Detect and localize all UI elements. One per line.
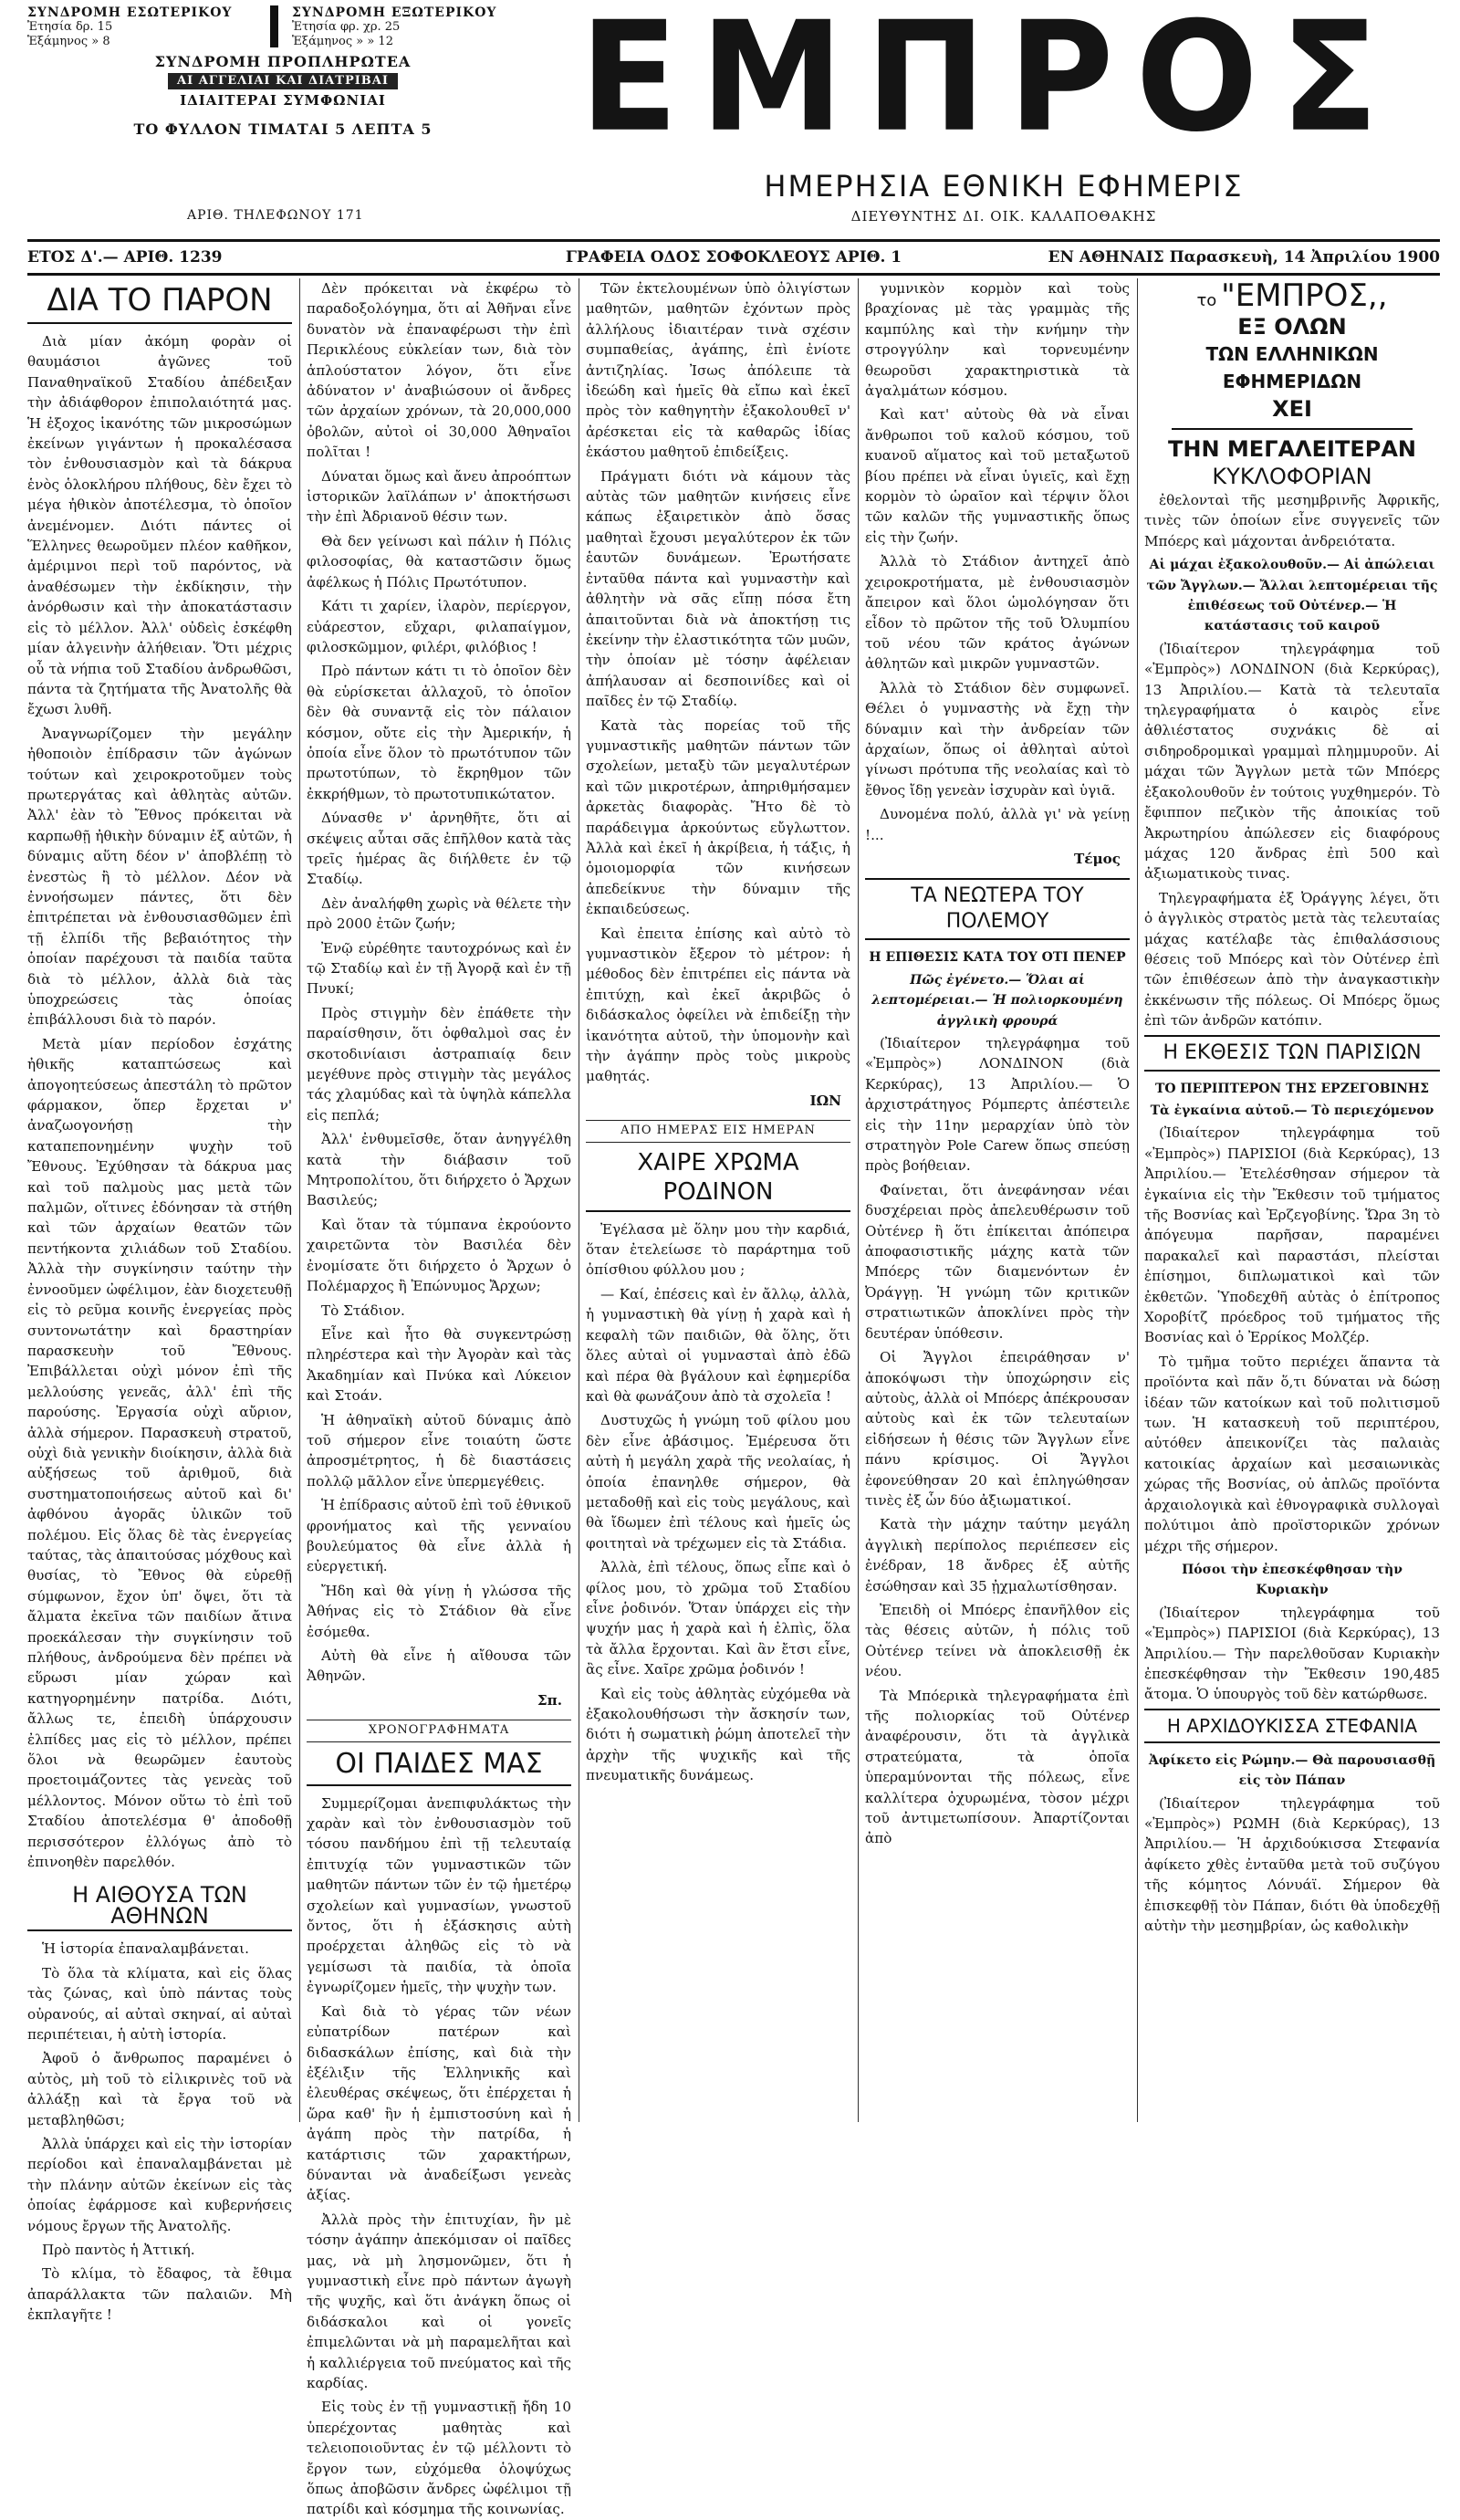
office-address: ΓΡΑΦΕΙΑ ΟΔΟΣ ΣΟΦΟΚΛΕΟΥΣ ΑΡΙΘ. 1	[565, 248, 902, 267]
article-paragraph: Τηλεγραφήματα ἐξ Ὀράγγης λέγει, ὅτι ὁ ἀγγλικὸς στρατὸς μετὰ τὰς τελευταίας μάχας κατέλαβε τὰς ἐπιθαλάσσιους θέσεις τοῦ Μπόερς καὶ τὸν Οὐτένερ ἐπὶ τῶν ἐπιθέσεων ἀπὸ τὴν ἀναγκαστικὴν ἐκκένωσιν τῆς πόλεως. Οἱ Μπόερς ὅμως ἐπὶ τῶν ἀνδρῶν κατόπιν.	[1144, 889, 1440, 1030]
article-paragraph: Δὲν ἀναλήφθη χωρὶς νὰ θέλετε τὴν πρὸ 2000 ἐτῶν ζωήν;	[307, 894, 571, 933]
circulation-promo	[1144, 278, 1440, 490]
phone-number: ΑΡΙΘ. ΤΗΛΕΦΩΝΟΥ 171	[187, 208, 364, 223]
director-line: ΔΙΕΥΘΥΝΤΗΣ ΔΙ. ΟΙΚ. ΚΑΛΑΠΟΘΑΚΗΣ	[850, 208, 1157, 225]
headline-stefania: Η ΑΡΧΙΔΟΥΚΙΣΣΑ ΣΤΕΦΑΝΙΑ	[1144, 1709, 1440, 1743]
subs-foreign-half: Ἑξάμηνος » » 12	[292, 35, 393, 48]
author-signature: ΙΩΝ	[809, 1092, 841, 1109]
article-paragraph: Ἐνῷ εὐρέθητε ταυτοχρόνως καὶ ἐν τῷ Σταδίῳ καὶ ἐν τῇ Ἀγορᾷ καὶ ἐν τῇ Πνυκί;	[307, 939, 571, 998]
article-paragraph: Ἤδη καὶ θὰ γίνῃ ἡ γλώσσα τῆς Ἀθήνας εἰς τὸ Στάδιον θὰ εἶνε ἐσόμεθα.	[307, 1582, 571, 1640]
subheadline: Πόσοι τὴν ἐπεσκέφθησαν τὴν Κυριακὴν	[1182, 1562, 1403, 1598]
subs-prepaid: ΣΥΝΔΡΟΜΗ ΠΡΟΠΛΗΡΩΤΕΑ	[154, 53, 412, 70]
column-rule	[299, 278, 300, 2122]
article-paragraph: Δυνομένα πολύ, ἀλλὰ γι' νὰ γείνῃ !...	[865, 806, 1130, 843]
promo-line: ΕΞ ΟΛΩΝ	[1237, 314, 1347, 340]
article-paragraph: Τὸ τμῆμα τοῦτο περιέχει ἅπαντα τὰ προϊόντα καὶ πᾶν ὅ,τι δύναται νὰ δώσῃ ἰδέαν τῶν κατοίκων καὶ τοῦ πολιτισμοῦ των. Ἡ κατασκευὴ τοῦ περιπτέρου, αὐτόθεν ἀπεικονίζει τὰς παλαιὰς κατοικίας ἀρχαίων καὶ μεσαιωνικὰς χώρας τῆς Βοσνίας, οὐ ἀπλῶς προϊόντα ἀρχαιολογικὰ καὶ ἐθνογραφικὰ συλλογαὶ πολύτιμοι ἀπὸ προϊστορικῶν χρόνων μέχρι τῆς σήμερον.	[1144, 1353, 1440, 1554]
article-paragraph: Δύναται ὅμως καὶ ἄνευ ἀπροόπτων ἱστορικῶν λαϊλάπων ν' ἀποκτήσωσι τὴν ἐπὶ Ἀδριανοῦ θέσιν των.	[307, 467, 571, 526]
article-paragraph: Τὸ Στάδιον.	[321, 1302, 405, 1319]
article-paragraph: Εἶνε καὶ ἦτο θὰ συγκεντρώσῃ πληρέστερα καὶ τὴν Ἀγορὰν καὶ τὰς Ἀκαδημίαν καὶ Πνύκα καὶ Λύκειον καὶ Στοάν.	[307, 1325, 571, 1405]
article-paragraph: Τὰ Μπόερικὰ τηλεγραφήματα ἐπὶ τῆς πολιορκίας τοῦ Οὐτένερ ἀναφέρουσιν, ὅτι τὰ ἀγγλικὰ στρατεύματα, τὰ ὁποῖα ὑπεραμύνονται τῆς πόλεως, εἶνε καλλίτερα ὀχυρωμένα, τὸσον μέχρι τοῦ ἀντιμετωπίσουν. Ἀπαρτίζονται ἀπὸ	[865, 1687, 1130, 1847]
ads-banner: ΑΙ ΑΓΓΕΛΙΑΙ ΚΑΙ ΔΙΑΤΡΙΒΑΙ	[168, 73, 398, 89]
subscription-box	[27, 5, 538, 137]
article-paragraph: Τὸ κλίμα, τὸ ἔδαφος, τὰ ἔθιμα ἀπαράλλακτα τῶν παλαιῶν. Μὴ ἐκπλαγῆτε !	[27, 2265, 292, 2324]
subs-domestic-half: Ἑξάμηνος » 8	[27, 35, 110, 48]
promo-line: ΤΩΝ ΕΛΛΗΝΙΚΩΝ ΕΦΗΜΕΡΙΔΩΝ	[1205, 343, 1379, 392]
promo-line: ΚΥΚΛΟΦΟΡΙΑΝ	[1212, 464, 1372, 489]
column-5	[1144, 278, 1440, 2122]
issue-date: ΕΝ ΑΘΗΝΑΙΣ Παρασκευὴ, 14 Ἀπριλίου 1900	[1048, 248, 1440, 267]
newspaper-title: ΕΜΠΡΟΣ	[579, 0, 1401, 166]
column-2	[307, 278, 571, 2518]
article-paragraph: Δὲν πρόκειται νὰ ἐκφέρω τὸ παραδοξολόγημα, ὅτι αἱ Ἀθῆναι εἶνε δυνατὸν νὰ ἐπαναφέρωσι τὴν ἐπὶ Περικλέους εὐκλείαν των, διὰ τὸν ἁπλούστατον λόγον, ὅτι εἶνε ἀδύνατον ν' ἀναβιώσουν οἱ ἄνδρες τῶν ἀρχαίων χρόνων, τὰ 20,000,000 ὀβολῶν, αὐτοὶ οἱ 30,000 Ἀθηναῖοι πολῖται !	[307, 280, 571, 461]
article-paragraph: Τῶν ἐκτελουμένων ὑπὸ ὀλιγίστων μαθητῶν, μαθητῶν ἐχόντων πρὸς ἀλλήλους ἰδιαιτέραν τινὰ σχέσιν συμπαθείας, ἀγάπης, ἐπὶ ἐνίοτε ἀντιζηλίας. Ἰσως ἀπόλειπε τὰ ἰδεώδη καὶ ἡμεῖς θὰ εἴπω καὶ ἐκεῖ πρὸς τὸν καθηγητὴν ἐξακολουθεῖ ν' ἀρέσκεται εἰς τὰ καθαρῶς ἰδίας ἑκάστου μαθητοῦ ἐπιδείξεις.	[586, 280, 850, 461]
subs-domestic-year: Ἐτησία δρ. 15	[27, 20, 113, 34]
subheadline: Πῶς ἐγένετο.— Ὅλαι αἱ λεπτομέρειαι.— Ἡ πολιορκουμένη ἀγγλικὴ φρουρά	[871, 972, 1123, 1029]
article-paragraph: Καὶ εἰς τοὺς ἀθλητὰς εὐχόμεθα νὰ ἐξακολουθήσωσι τὴν ἄσκησίν των, διότι ἡ σωματικὴ ῥώμη ἀποτελεῖ τὴν ἀρχὴν τῆς ψυχικῆς καὶ τῆς πνευματικῆς δυνάμεως.	[586, 1685, 850, 1784]
article-paragraph: Κατὰ τὰς πορείας τοῦ τῆς γυμναστικῆς μαθητῶν πάντων τῶν σχολείων, μεταξὺ τῶν μεγαλυτέρων καὶ τῶν μικροτέρων, ἀπηριθμήσαμεν ἀρκετὰς διαφορὰς. Ἤτο δὲ τὸ παράδειγμα ἀρκούντως εὔγλωττον. Ἀλλὰ καὶ ἐκεῖ ἡ ἀκρίβεια, ἡ τάξις, ἡ ὁμοιομορφία τῶν κινήσεων ἀπεδείκνυε τὴν δύναμιν τῆς ἐκπαιδεύσεως.	[586, 716, 850, 918]
column-rule	[858, 278, 859, 2122]
headline-dia-to-paron: ΔΙΑ ΤΟ ΠΑΡΟΝ	[27, 282, 292, 324]
article-paragraph: Ἀλλὰ πρὸς τὴν ἐπιτυχίαν, ἣν μὲ τόσην ἀγάπην ἀπεκόμισαν οἱ παῖδες μας, νὰ μὴ λησμονῶμεν, ὅτι ἡ γυμναστικὴ εἶνε πρὸ πάντων ἀγωγὴ τῆς ψυχῆς, καὶ ὅτι ἀνάγκη ὅπως οἱ διδάσκαλοι καὶ οἱ γονεῖς ἐπιμελῶνται νὰ μὴ παραμελῆται καὶ ἡ καλλιέργεια τοῦ πνεύματος καὶ τῆς καρδίας.	[307, 2211, 571, 2391]
section-label: ΑΠΟ ΗΜΕΡΑΣ ΕΙΣ ΗΜΕΡΑΝ	[586, 1120, 850, 1142]
masthead	[0, 0, 1460, 239]
article-paragraph: γυμνικὸν κορμὸν καὶ τοὺς βραχίονας μὲ τὰς γραμμὰς τῆς καμπύλης καὶ τὴν κνήμην τὴν στρογγύλην καὶ τορνευμένην θεωροῦσι χαρακτηριστικὰ τὰ ἀγαλμάτων κόσμου.	[865, 280, 1130, 400]
promo-to: το	[1196, 291, 1217, 310]
column-1	[27, 278, 292, 2324]
article-paragraph: Ἀφοῦ ὁ ἄνθρωπος παραμένει ὁ αὐτὸς, μὴ τοῦ τὸ εἰλικρινὲς τοῦ νὰ ἀλλάξῃ καὶ τὰ ἔργα τοῦ νὰ μεταβληθῶσι;	[27, 2050, 292, 2128]
subheadline: ΤΟ ΠΕΡΙΠΤΕΡΟΝ ΤΗΣ ΕΡΖΕΓΟΒΙΝΗΣ	[1154, 1081, 1430, 1096]
article-paragraph: Φαίνεται, ὅτι ἀνεφάνησαν νέαι δυσχέρειαι πρὸς ἀπελευθέρωσιν τοῦ Οὐτένερ ἢ ὅτι ἐπίκειται ἀπόπειρα ἀποφασιστικῆς μάχης κατὰ τῶν Μπόερς τῶν διαμενόντων ἐν Ὀράγγῃ. Ἡ γνώμη τῶν κριτικῶν στρατιωτικῶν ἀποκλίνει πρὸς τὴν δευτέραν ὑπόθεσιν.	[865, 1181, 1130, 1342]
dateline-bar	[27, 239, 1440, 276]
article-paragraph: Ἡ ἀθηναϊκὴ αὐτοῦ δύναμις ἀπὸ τοῦ σήμερον εἶνε τοιαύτη ὥστε ἀπροσμέτρητος, ἡ δὲ διαστάσεις πολλῷ μᾶλλον εἶνε ὑπερμεγέθεις.	[307, 1411, 571, 1490]
article-paragraph: Εἰς τοὺς ἐν τῇ γυμναστικῇ ἤδη 10 ὑπερέχοντας μαθητὰς καὶ τελειοποιοῦντας ἐν τῷ μέλλοντι τὸ ἔργον των, εὐχόμεθα ὁλοψύχως ὅπως ἀποβῶσιν ἄνδρες ὠφέλιμοι τῇ πατρίδι καὶ κόσμημα τῆς κοινωνίας.	[307, 2399, 571, 2518]
article-paragraph: Πράγματι διότι νὰ κάμουν τὰς αὐτὰς τῶν μαθητῶν κινήσεις εἶνε κάπως ἐξαιρετικὸν ἀπὸ ὅσας μαθηταὶ ἔχουσι μεγαλύτερον ἐκ τῶν ἑαυτῶν δυνάμεων. Ἐρωτήσατε ἐνταῦθα πάντα καὶ γυμναστὴν καὶ ἀθλητὴν νὰ σᾶς εἴπῃ πόσα ἔτη ἀπαιτοῦνται διὰ νὰ ἀποκτήσῃ τις ἐκείνην τὴν ἐλαστικότητα τῶν μυῶν, τὴν ὁποίαν μὲ τόσην ἀφέλειαν ἀπήλαυσαν αἱ δεσποινίδες καὶ οἱ παῖδες ἐν τῷ Σταδίῳ.	[586, 467, 850, 710]
article-paragraph: Ἐπειδὴ οἱ Μπόερς ἐπανῆλθον εἰς τὰς θέσεις αὐτῶν, ἡ πόλις τοῦ Οὐτένερ τείνει νὰ ἀποκλεισθῇ ἐκ νέου.	[865, 1601, 1130, 1680]
headline-polemos: ΤΑ ΝΕΩΤΕΡΑ ΤΟΥ ΠΟΛΕΜΟΥ	[865, 878, 1130, 940]
article-paragraph: Κάτι τι χαρίεν, ἱλαρὸν, περίεργον, εὐάρεστον, εὔχαρι, φιλαπαίγμον, φιλοσκῶμμον, φιλέρι, φιλόβιος !	[307, 598, 571, 655]
article-paragraph: Πρὸς στιγμὴν δὲν ἐπάθετε τὴν παραίσθησιν, ὅτι ὀφθαλμοὶ σας ἐν σκοτοδινίαισι ἀστραπιαίᾳ δειν μεγέθυνε πρὸς στιγμὴν τὰς μεγάλος τάς χλαμύδας καὶ τὰ ὑψηλὰ κάπελλα εἰς πεπλά;	[307, 1004, 571, 1124]
subheadline: Τὰ ἐγκαίνια αὐτοῦ.— Τὸ περιεχόμενον	[1150, 1103, 1434, 1118]
article-paragraph: Ἡ ἐπίδρασις αὐτοῦ ἐπὶ τοῦ ἐθνικοῦ φρονήματος καὶ τῆς γενναίου βουλεύματος θὰ εἶνε ἀλλὰ ἡ εὐεργετική.	[307, 1497, 571, 1575]
subheadline: Ἀφίκετο εἰς Ρώμην.— Θὰ παρουσιασθῇ εἰς τὸν Πάπαν	[1148, 1752, 1436, 1789]
article-paragraph: Δυστυχῶς ἡ γνώμη τοῦ φίλου μου δὲν εἶνε ἀβάσιμος. Ἐμέρευσα ὅτι αὐτὴ ἡ μεγάλη χαρὰ τῆς νεολαίας, ἡ ὁποία ἐπανηλθε σήμερον, θὰ μεταδοθῇ καὶ εἰς τοὺς μεγάλους, καὶ θὰ ἴδωμεν ἐπὶ τέλους καὶ ἡμεῖς ὡς φοιτηταὶ νὰ τρέχωμεν εἰς τὰ Στάδια.	[586, 1412, 850, 1552]
subheadline: Αἱ μάχαι ἐξακολουθοῦν.— Αἱ ἀπώλειαι τῶν Ἄγγλων.— Ἄλλαι λεπτομέρειαι τῆς ἐπιθέσεως τοῦ Οὐτένερ.— Ἡ κατάστασις τοῦ καιροῦ	[1146, 558, 1438, 634]
agreements-line: ΙΔΙΑΙΤΕΡΑΙ ΣΥΜΦΩΝΙΑΙ	[180, 92, 386, 109]
price-line: ΤΟ ΦΥΛΛΟΝ ΤΙΜΑΤΑΙ 5 ΛΕΠΤΑ 5	[133, 120, 433, 138]
article-paragraph: Πρὸ πάντων κάτι τι τὸ ὁποῖον δὲν θὰ εὑρίσκεται ἀλλαχοῦ, τὸ ὁποῖον δὲν θὰ συναντᾷ εἰς τὸν πάλαιον κόσμον, οὔτε εἰς τὴν Ἀμερικήν, ἡ ὁποία εἶνε ὅλον τὸ πρωτότυπον τῶν πρωτοτύπων, τὸ ἔκρηθμον τῶν ἐκκρήθμων, τὸ πρωτοτυπικώτατον.	[307, 663, 571, 802]
column-4	[865, 278, 1130, 2122]
subheadline: Η ΕΠΙΘΕΣΙΣ ΚΑΤΑ ΤΟΥ ΟΤΙ ΠΕΝΕΡ	[869, 950, 1126, 966]
newspaper-subtitle: ΗΜΕΡΗΣΙΑ ΕΘΝΙΚΗ ΕΦΗΜΕΡΙΣ	[764, 169, 1244, 204]
article-paragraph: Οἱ Ἄγγλοι ἐπειράθησαν ν' ἀποκόψωσι τὴν ὑποχώρησιν εἰς αὐτοὺς, ἀλλὰ οἱ Μπόερς ἀπέκρουσαν αὐτοὺς καὶ ἐκ τῶν τελευταίων εἰδήσεων ἡ θέσις τῶν Ἄγγλων εἶνε πάνυ κρίσιμος. Οἱ Ἄγγλοι ἐφονεύθησαν 20 καὶ ἐπληγώθησαν τινὲς ἐξ ὧν δύο ἀξιωματικοί.	[865, 1349, 1130, 1509]
article-paragraph: Καὶ ἐπειτα ἐπίσης καὶ αὐτὸ τὸ γυμναστικὸν ἔξερον τὸ μέτρον: ἡ μέθοδος δὲν ἐπιτρέπει εἰς πάντα νὰ ἐπιτύχῃ, καὶ ἐκεῖ ἀκριβῶς ὁ διδάσκαλος ὀφείλει νὰ ἐπιδείξῃ τὴν ἱκανότητα αὐτοῦ, τὴν ὑπομονὴν καὶ τὴν ἀγάπην πρὸς τοὺς μικροὺς μαθητάς.	[586, 925, 850, 1085]
article-paragraph: (Ἰδιαίτερον τηλεγράφημα τοῦ «Ἐμπρὸς») ΠΑΡΙΣΙΟΙ (διὰ Κερκύρας), 13 Ἀπριλίου.— Τὴν παρελθοῦσαν Κυριακὴν ἐπεσκέφθησαν τὴν Ἔκθεσιν 190,485 ἄτομα. Ὁ ὑπουργὸς τοῦ δὲν κατώρθωσε.	[1144, 1604, 1440, 1703]
column-rule	[1137, 278, 1138, 2122]
article-paragraph: ἐθελονταὶ τῆς μεσημβρινῆς Ἀφρικῆς, τινὲς τῶν ὁποίων εἶνε συγγενεῖς τῶν Μπόερς καὶ μάχονται ἀνδρειότατα.	[1144, 492, 1440, 549]
article-paragraph: Καὶ ὅταν τὰ τύμπανα ἐκρούοντο χαιρετῶντα τὸν Βασιλέα δὲν ἐνομίσατε ὅτι διήρχετο ὁ Ἄρχων ὁ Πολέμαρχος ἢ Ἐπώνυμος Ἄρχων;	[307, 1216, 571, 1295]
headline-xaire: ΧΑΙΡΕ ΧΡΩΜΑ ΡΟΔΙΝΟΝ	[586, 1148, 850, 1212]
article-paragraph: Αὐτὴ θὰ εἶνε ἡ αἴθουσα τῶν Ἀθηνῶν.	[307, 1647, 571, 1685]
headline-aithousa: Η ΑΙΘΟΥΣΑ ΤΩΝ ΑΘΗΝΩΝ	[27, 1885, 292, 1931]
article-paragraph: Θὰ δεν γείνωσι καὶ πάλιν ἡ Πόλις φιλοσοφίας, θὰ καταστῶσιν ὅμως ἀφέλκως ἡ Πόλις Πρωτότυπον.	[307, 532, 571, 591]
article-paragraph: Ἀλλὰ, ἐπὶ τέλους, ὅπως εἶπε καὶ ὁ φίλος μου, τὸ χρῶμα τοῦ Σταδίου εἶνε ῥοδινόν. Ὅταν ὑπάρχει εἰς τὴν ψυχήν μας ἡ χαρὰ καὶ ἡ ἐλπὶς, ὅλα τὰ ἄλλα ἔρχονται. Καὶ ἂν ἔτσι εἶνε, ἂς εἶνε. Χαῖρε χρῶμα ῥοδινόν !	[586, 1559, 850, 1678]
article-paragraph: Δύνασθε ν' ἀρνηθῆτε, ὅτι αἱ σκέψεις αὗται σᾶς ἐπῆλθον κατὰ τὰς τρεῖς ἡμέρας ἃς διήλθετε ἐν τῷ Σταδίῳ.	[307, 810, 571, 888]
article-paragraph: Τὸ ὅλα τὰ κλίματα, καὶ εἰς ὅλας τὰς ζώνας, καὶ ὑπὸ πάντας τοὺς οὐρανούς, αἱ αὐταὶ σκηναί, αἱ αὐταὶ περιπέτειαι, ἡ αὐτὴ ἱστορία.	[27, 1964, 292, 2043]
article-paragraph: (Ἰδιαίτερον τηλεγράφημα τοῦ «Ἐμπρὸς») ΛΟΝΔΙΝΟΝ (διὰ Κερκύρας), 13 Ἀπριλίου.— Κατὰ τὰ τελευταῖα τηλεγραφήματα ὁ καιρὸς εἶνε ἀθλιέστατος συχνάκις δὲ αἱ σιδηροδρομικαὶ γραμμαὶ πλημμυροῦν. Αἱ μάχαι τῶν Ἄγγλων μετὰ τῶν Μπόερς ἐξακολουθοῦν ἐν τούτοις γυχθημερόν. Τὸ ἔφιππον πεζικὸν τῆς ἀποικίας τοῦ Ἀκρωτηρίου ἀπώλεσεν εἰς διαφόρους μάχας 120 ἄνδρας ἐπὶ 500 καὶ ἀξιωματικοὺς τινας.	[1144, 640, 1440, 883]
subs-domestic-header: ΣΥΝΔΡΟΜΗ ΕΣΩΤΕΡΙΚΟΥ	[27, 5, 233, 20]
article-paragraph: (Ἰδιαίτερον τηλεγράφημα τοῦ «Ἐμπρὸς») ΛΟΝΔΙΝΟΝ (διὰ Κερκύρας), 13 Ἀπριλίου.— Ὁ ἀρχιστράτηγος Ρόμπερτς ἀπέστειλε εἰς τὴν 11ην μεραρχίαν ὑπὸ τὸν στρατηγὸν Pole Carew ὅπως σπεύσῃ πρὸς βοήθειαν.	[865, 1035, 1130, 1175]
article-paragraph: Καὶ κατ' αὐτοὺς θὰ νὰ εἶναι ἄνθρωποι τοῦ καλοῦ κόσμου, τοῦ κυανοῦ αἵματος καὶ τοῦ μεταξωτοῦ βίου πρέπει νὰ εἶναι ὑγιεῖς, καὶ ἔχῃ κορμὸν τὸ ὡραῖον καὶ τέρψιν ὅλοι τῶν καλῶν τῆς γυμναστικῆς ὅπως εἰς τὴν ζωήν.	[865, 406, 1130, 546]
author-signature: Τέμος	[1073, 850, 1121, 867]
section-label: ΧΡΟΝΟΓΡΑΦΗΜΑΤΑ	[307, 1720, 571, 1741]
headline-paides: ΟΙ ΠΑΙΔΕΣ ΜΑΣ	[307, 1748, 571, 1786]
author-signature: Σπ.	[537, 1691, 562, 1709]
column-3	[586, 278, 850, 2122]
article-paragraph: — Καί, ἐπέσεις καὶ ἐν ἄλλῳ, ἀλλὰ, ἡ γυμναστικὴ θὰ γίνῃ ἡ χαρὰ καὶ ἡ κεφαλὴ τῶν παιδιῶν, θὰ ὅλης, ὅτι ὅλες αὐταὶ οἱ γυμνασταὶ ἀπὸ ἐδῶ καὶ πέρα θὰ βγάλουν καὶ ἐφημερίδα καὶ θὰ φωνάζουν ἀπὸ τὰ σχολεῖα !	[586, 1285, 850, 1405]
article-paragraph: Ἀλλ' ἐνθυμεῖσθε, ὅταν ἀνηγγέλθη κατὰ τὴν διάβασιν τοῦ Μητροπολίτου, ὅτι διήρχετο ὁ Ἄρχων Βασιλεύς;	[307, 1131, 571, 1209]
issue-number: ΕΤΟΣ Δ'.— ΑΡΙΘ. 1239	[27, 248, 223, 267]
promo-line: ΤΗΝ ΜΕΓΑΛΕΙΤΕΡΑΝ	[1168, 436, 1416, 462]
article-paragraph: Ἀλλὰ τὸ Στάδιον δὲν συμφωνεῖ. Θέλει ὁ γυμναστὴς νὰ ἔχῃ τὴν δύναμιν καὶ τὴν ἀνδρείαν τῶν ἀρχαίων, ὅπως οἱ ἀθληταὶ αὐτοὶ γίνωσι πρότυπα τῆς νεολαίας καὶ τὸ ἔθνος ἴδῃ γενεὰν ἰσχυρὰν καὶ ὑγιᾶ.	[865, 679, 1130, 799]
article-paragraph: Μετὰ μίαν περίοδον ἐσχάτης ἠθικῆς καταπτώσεως καὶ ἀπογοητεύσεως ἀπεστάλη τὸ πρῶτον φάρμακον, ὅπερ ἔρχεται ν' ἀναζωογονήσῃ τὴν καταπεπονημένην ψυχὴν τοῦ Ἔθνους. Ἐχύθησαν τὰ δάκρυα μας καὶ τοῦ παλμοὺς μας μετὰ τῶν παλμῶν, οἵτινες ἐδόνησαν τὰ στήθη καὶ τῶν ἀρχαίων θεατῶν τῶν πεντήκοντα χιλιάδων τοῦ Σταδίου. Ἀλλὰ τὴν συγκίνησιν ταύτην τὴν ἐννοοῦμεν ὠφέλιμον, ἐὰν διοχετευθῇ εἰς τὸ ρεῦμα κοινῆς ἐνεργείας πρὸς συντονωτάτην καὶ δραστηρίαν παρασκευὴν τοῦ Ἔθνους. Ἐπιβάλλεται οὐχὶ μόνον ἐπὶ τῆς μελλούσης γενεᾶς, ἀλλ' ἐπὶ τῆς παρούσης. Ἐργασία οὐχὶ αὔριον, ἀλλὰ σήμερον. Παρασκευὴ στρατοῦ, οὐχὶ διὰ γενικὴν διοίκησιν, ἀλλὰ διὰ αὐξήσεως τοῦ ἀριθμοῦ, διὰ συστηματοποιήσεως αὐτοῦ καὶ δι' ἀφθόνου ἀγορᾶς ὑλικῶν τοῦ πολέμου. Εἰς ὅλας δὲ τὰς ἐνεργείας ταύτας, τὰς ἀπαιτούσας μόχθους καὶ θυσίας, τὸ Ἔθνος θὰ εὑρεθῇ σύμφωνον, ἔχον ὑπ' ὄψει, ὅτι τὰ ἄλματα ἐκεῖνα τῶν παιδίων ἄτινα προεκάλεσαν τὴν συγκίνησιν τοῦ πλήθους, ἀνδρούμενα δὲν πρέπει νὰ εὕρωσι μίαν χώραν καὶ κατηγορημένην πατρίδα. Διότι, ἄλλως τε, ἐπειδὴ ὑπάρχουσιν ἐλπίδες μας εἰς τὸ μέλλον, πρέπει ὅλοι νὰ θεωρῶμεν ἐαυτοὺς προετοιμάζοντες τὰς γενεὰς τοῦ μέλλοντος. Μόνον οὕτω τὸ ἐπὶ τοῦ Σταδίου ἀποτελέσμα θ' ἀποδοθῇ περισσότερον ἐλλόγως ἀπὸ τὸ ἐπινοηθὲν παρελθόν.	[27, 1035, 292, 1871]
article-paragraph: Κατὰ τὴν μάχην ταύτην μεγάλη ἀγγλικὴ περίπολος περιέπεσεν εἰς ἐνέδραν, 18 ἄνδρες ἐξ αὐτῆς ἐσώθησαν καὶ 35 ᾐχμαλωτίσθησαν.	[865, 1516, 1130, 1595]
article-paragraph: (Ἰδιαίτερον τηλεγράφημα τοῦ «Ἐμπρὸς») ΡΩΜΗ (διὰ Κερκύρας), 13 Ἀπριλίου.— Ἡ ἀρχιδούκισσα Στεφανία ἀφίκετο χθὲς ἐνταῦθα μετὰ τοῦ συζύγου τῆς κόμητος Λόνυάϊ. Σήμερον θὰ ἐπισκεφθῇ τὸν Πάπαν, διότι θὰ ὑποδεχθῇ αὐτὴν τὴν μεσημβρίαν, ὡς καθολικὴν	[1144, 1794, 1440, 1934]
article-paragraph: Ἀλλὰ ὑπάρχει καὶ εἰς τὴν ἱστορίαν περίοδοι καὶ ἐπαναλαμβάνεται μὲ τὴν πλάνην αὐτῶν ἐκείνων εἰς τὰς ὁποίας ἐφάρμοσε καὶ κυβερνήσεις νόμους ἔργων τῆς Ἀνατολῆς.	[27, 2135, 292, 2234]
article-paragraph: Ἀναγνωρίζομεν τὴν μεγάλην ἠθοποιὸν ἐπίδρασιν τῶν ἀγώνων τούτων καὶ χειροκροτοῦμεν τοὺς πρωτεργάτας καὶ ἀθλητὰς αὐτῶν. Ἀλλ' ἐὰν τὸ Ἔθνος πρόκειται νὰ καρπωθῇ ἠθικὴν δύναμιν ἐξ αὐτῶν, ἡ δύναμις αὕτη δέον ν' ἀποβλέπῃ τὸ ἐνεστὼς ἢ τὸ μέλλον. Δέον νὰ ἐννοήσωμεν πάντες, ὅτι δὲν ἐπιτρέπεται νὰ ἐνθουσιασθῶμεν ἐπὶ τῇ ἐλπίδι τῆς βεβαιότητος τὴν ὁποίαν παρέχουσι τὰ παιδία ταῦτα διὰ τὸ μέλλον, ἀλλὰ διὰ τὰς ὑποχρεώσεις τὰς ὁποίας ἐπιβάλλουσι διὰ τὸ παρόν.	[27, 725, 292, 1029]
divider-block	[270, 5, 278, 47]
article-paragraph: Διὰ μίαν ἀκόμη φορὰν οἱ θαυμάσιοι ἀγῶνες τοῦ Παναθηναϊκοῦ Σταδίου ἀπέδειξαν τὴν ἀδιάφθορον ἐπιπολαιότητά μας. Ἡ ἐξοχος ἱκανότης τῶν μικροσώμων ἐκείνων γιγάντων ἡ προκαλέσασα τὸν ἐνθουσιασμὸν καὶ τὰ δάκρυα ἑνὸς ὁλοκλήρου πλήθους, δὲν ἔχει τὸ μέγα ἠθικὸν ἀποτέλεσμα, τὸ ὁποῖον ἀνεμένομεν. Διότι πάντες οἱ Ἕλληνες θεωροῦμεν πλέον καθῆκον, ἀμέριμνοι περὶ τοῦ παρόντος, νὰ ἀναθέσωμεν τὴν ἐκδίκησιν, τὴν ἀνόρθωσιν καὶ τὴν ἀποκατάστασιν εἰς τὸ μέλλον. Ἀλλ' οὐδεὶς ἐσκέφθη μίαν ἀλγεινὴν ἀλήθειαν. Ὅτι μέχρις οὗ τὰ νήπια τοῦ Σταδίου ἀνδρωθῶσι, πάντα τὰ ζητήματα τῆς Ἀνατολῆς θὰ ἔχωσι λυθῆ.	[27, 333, 292, 718]
subs-foreign-year: Ἐτησία φρ. χρ. 25	[292, 20, 401, 34]
article-paragraph: Συμμερίζομαι ἀνεπιφυλάκτως τὴν χαρὰν καὶ τὸν ἐνθουσιασμὸν τοῦ τόσου πανδήμου ἐπὶ τῇ τελευταίᾳ ἐπιτυχίᾳ τῶν γυμναστικῶν τῶν μαθητῶν πάντων τῶν ἐν τῷ ἡμετέρῳ σχολείων καὶ γυμνασίων, γνωστοῦ ὄντος, ὅτι ἡ ἐξάσκησις αὐτὴ προέρχεται ἀληθῶς εἰς τὸ νὰ γεμίσωσι τὰ παιδία, τὰ ὁποῖα ἐγνωρίζομεν ἡμεῖς, τὴν ψυχὴν των.	[307, 1794, 571, 1996]
article-paragraph: Ἀλλὰ τὸ Στάδιον ἀντηχεῖ ἀπὸ χειροκροτήματα, μὲ ἐνθουσιασμὸν ἄπειρον καὶ ὅλοι ὡμολόγησαν ὅτι εἶδον τὸ πρῶτον τῆς τοῦ Ὀλυμπίου τοῦ νέου τῶν κράτος ἀγώνων ἀθλητῶν καὶ μικρῶν γυμναστῶν.	[865, 553, 1130, 673]
promo-rule	[1172, 428, 1413, 430]
subs-foreign-header: ΣΥΝΔΡΟΜΗ ΕΞΩΤΕΡΙΚΟΥ	[292, 5, 497, 20]
article-paragraph: Πρὸ παντὸς ἡ Ἀττική.	[42, 2241, 195, 2258]
promo-title: "ΕΜΠΡΟΣ,,	[1221, 277, 1388, 314]
article-paragraph: Καὶ διὰ τὸ γέρας τῶν νέων εὐπατρίδων πατέρων καὶ διδασκάλων ἐπίσης, καὶ διὰ τὴν ἐξέλιξιν τῆς Ἑλληνικῆς καὶ ἐλευθέρας σκέψεως, ὅτι ἐπέρχεται ἡ ὥρα καθ' ἣν ἡ ἐμπιστοσύνη καὶ ἡ ἀγάπη πρὸς τὴν πατρίδα, ἡ κατάρτισις τῶν χαρακτήρων, δύνανται νὰ ἀναδείξωσι γενεὰς ἀξίας.	[307, 2002, 571, 2204]
article-paragraph: Ἐγέλασα μὲ ὅλην μου τὴν καρδιά, ὅταν ἐτελείωσε τὸ παράρτημα τοῦ ὀπίσθιου φύλλου μου ;	[586, 1220, 850, 1279]
article-paragraph: Ἡ ἱστορία ἐπαναλαμβάνεται.	[42, 1940, 249, 1958]
headline-ekthesis: Η ΕΚΘΕΣΙΣ ΤΩΝ ΠΑΡΙΣΙΩΝ	[1144, 1035, 1440, 1072]
article-paragraph: (Ἰδιαίτερον τηλεγράφημα τοῦ «Ἐμπρὸς») ΠΑΡΙΣΙΟΙ (διὰ Κερκύρας), 13 Ἀπριλίου.— Ἐτελέσθησαν σήμερον τὰ ἐγκαίνια εἰς τὴν Ἔκθεσιν τοῦ τμήματος τῆς Βοσνίας καὶ Ἐρζεγοβίνης. Ὥρα 3η τὸ ἀπόγευμα παρῆσαν, παραμένει παρακαλεῖ καὶ παραστάσι, πλείσται ἐπίσημοι, διπλωματικοὶ καὶ τῶν ἐκθετῶν. Ὑποδεχθῆ αὐτὰς ὁ ἐπίτροπος Χοροβίτζ πρόεδρος τοῦ τμήματος τῆς Βοσνίας καὶ ὁ Ἐρρίκος Μολζέρ.	[1144, 1124, 1440, 1346]
promo-line: ΧΕΙ	[1272, 396, 1312, 422]
